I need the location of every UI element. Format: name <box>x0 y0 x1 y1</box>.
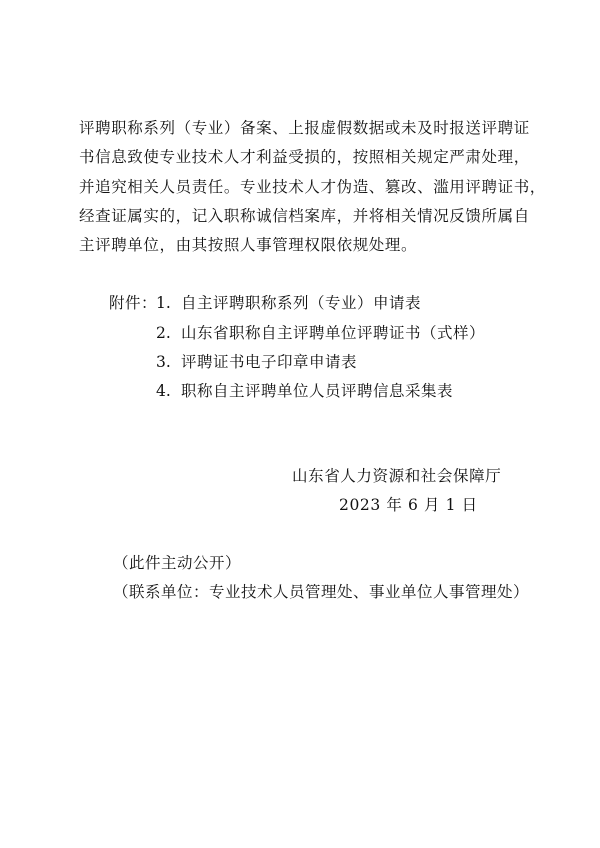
attachment-4-number: 4. <box>156 382 171 400</box>
issuing-organization: 山东省人力资源和社会保障厅 <box>292 467 502 485</box>
attachment-3-title: 评聘证书电子印章申请表 <box>181 353 358 371</box>
body-line-5: 主评聘单位，由其按照人事管理权限依规处理。 <box>79 236 418 254</box>
body-line-3: 并追究相关人员责任。专业技术人才伪造、篡改、滥用评聘证书， <box>79 178 546 196</box>
attachment-4-title: 职称自主评聘单位人员评聘信息采集表 <box>181 382 454 400</box>
attachment-3-number: 3. <box>156 353 171 371</box>
body-line-2: 书信息致使专业技术人才利益受损的，按照相关规定严肃处理， <box>79 148 530 166</box>
issue-date: 2023 年 6 月 1 日 <box>339 496 478 514</box>
attachment-1-title: 自主评聘职称系列（专业）申请表 <box>181 294 422 312</box>
body-line-4: 经查证属实的，记入职称诚信档案库，并将相关情况反馈所属自 <box>79 207 530 225</box>
disclosure-note: （此件主动公开） <box>113 554 242 572</box>
attachment-1-number: 1. <box>156 294 171 312</box>
attachment-2-title: 山东省职称自主评聘单位评聘证书（式样） <box>181 324 486 342</box>
contact-note: （联系单位：专业技术人员管理处、事业单位人事管理处） <box>113 583 530 601</box>
attachments-label: 附件： <box>109 294 158 312</box>
attachment-2-number: 2. <box>156 324 171 342</box>
body-line-1: 评聘职称系列（专业）备案、上报虚假数据或未及时报送评聘证 <box>79 119 530 137</box>
